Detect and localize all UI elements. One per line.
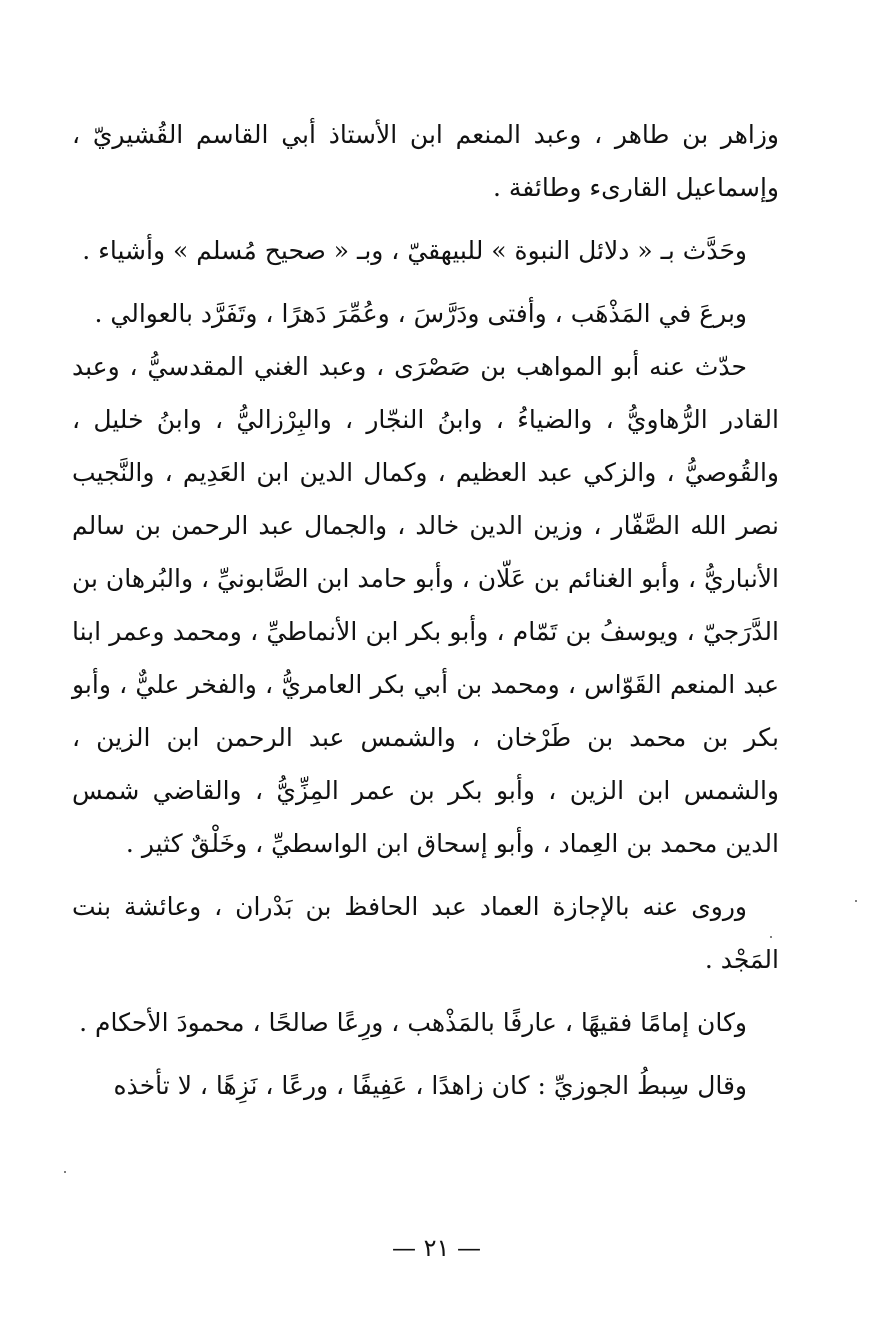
body-text bbox=[72, 108, 779, 1112]
paragraph-2: وحَدَّث بـ « دلائل النبوة » للبيهقيّ ، وبـ « صحيح مُسلم » وأشياء . bbox=[82, 236, 747, 265]
paragraph-4: حدّث عنه أبو المواهب بن صَصْرَى ، وعبد الغني المقدسيُّ ، وعبد القادر الرُّهاويُّ ، والضياءُ ، وابنُ النجّار ، والبِرْزاليُّ ، وابنُ خليل ، والقُوصيُّ ، والزكي عبد العظيم ، وكمال الدين ابن العَدِيم ، والنَّجيب نصر الله الصَّفّار ، وزين الدين خالد ، والجمال عبد الرحمن بن سالم الأنباريُّ ، وأبو الغنائم بن عَلّان ، وأبو حامد ابن الصَّابونيِّ ، والبُرهان بن الدَّرَجيّ ، ويوسفُ بن تَمّام ، وأبو بكر ابن الأنماطيِّ ، ومحمد وعمر ابنا عبد المنعم القَوّاس ، ومحمد بن أبي بكر العامريُّ ، والفخر عليٌّ ، وأبو بكر بن محمد بن طَرْخان ، والشمس عبد الرحمن ابن الزين ، والشمس ابن الزين ، وأبو بكر بن عمر المِزِّيُّ ، والقاضي شمس الدين محمد بن العِماد ، وأبو إسحاق ابن الواسطيِّ ، وخَلْقٌ كثير . bbox=[72, 352, 779, 858]
paragraph-5: وروى عنه بالإجازة العماد عبد الحافظ بن بَدْران ، وعائشة بنت المَجْد . bbox=[72, 892, 779, 974]
scan-speck bbox=[855, 900, 857, 902]
scan-speck bbox=[770, 936, 772, 938]
paragraph-1: وزاهر بن طاهر ، وعبد المنعم ابن الأستاذ أبي القاسم القُشيريّ ، وإسماعيل القارىء وطائفة . bbox=[72, 120, 779, 202]
paragraph-3: وبرعَ في المَذْهَب ، وأفتى ودَرَّسَ ، وعُمِّرَ دَهرًا ، وتَفَرَّد بالعوالي . bbox=[94, 299, 747, 328]
page-number: — ٢١ — bbox=[391, 1234, 482, 1262]
scan-speck bbox=[64, 1171, 66, 1173]
paragraph-6: وكان إمامًا فقيهًا ، عارفًا بالمَذْهب ، ورِعًا صالحًا ، محمودَ الأحكام . bbox=[79, 1008, 747, 1037]
paragraph-7: وقال سِبطُ الجوزيِّ : كان زاهدًا ، عَفِيفًا ، ورعًا ، نَزِهًا ، لا تأخذه bbox=[113, 1071, 747, 1100]
